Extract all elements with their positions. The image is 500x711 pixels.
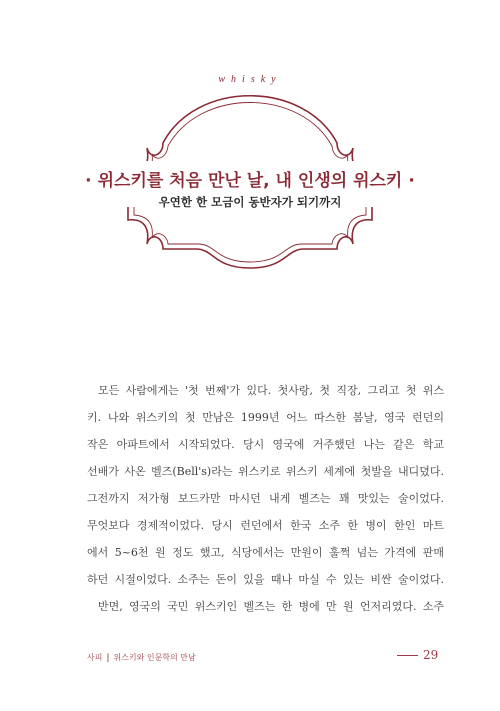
page-number-rule [397,655,418,656]
chapter-title-line [0,166,500,191]
page-number: 29 [423,648,439,662]
body-line: 하던 시절이었다. 소주는 돈이 있을 때나 마실 수 있는 비싼 술이었다. [87,573,444,586]
body-text [87,377,444,620]
running-footer [87,652,196,663]
body-line: 그전까지 저가형 보드카만 마시던 내게 벨즈는 꽤 맛있는 술이었다. [87,492,444,505]
footer-separator: | [106,652,110,662]
chapter-title: 위스키를 처음 만난 날, 내 인생의 위스키 [97,171,403,191]
chapter-subtitle: 우연한 한 모금이 동반자가 되기까지 [158,195,342,209]
body-line: 에서 5~6천 원 정도 했고, 식당에서는 만원이 훌쩍 넘는 가격에 판매 [87,546,444,559]
footer-section: 사피 [87,653,103,662]
body-line: 반면, 영국의 국민 위스키인 벨즈는 한 병에 만 원 언저리였다. 소주 [98,600,444,613]
page-number-block [397,648,438,662]
body-line: 작은 아파트에서 시작되었다. 당시 영국에 거주했던 나는 같은 학교 [87,438,444,451]
body-line: 모든 사람에게는 '첫 번째'가 있다. 첫사랑, 첫 직장, 그리고 첫 위스 [98,384,444,397]
footer-book-title: 위스키와 인문학의 만남 [113,653,196,662]
chapter-label: whisky [218,74,282,85]
body-line: 선배가 사온 벨즈(Bell's)라는 위스키로 위스키 세계에 첫발을 내디뎠다. [87,465,444,478]
title-dot-right: · [408,171,415,191]
title-dot-left: · [85,171,92,191]
body-line: 키. 나와 위스키의 첫 만남은 1999년 어느 따스한 봄날, 영국 런던의 [87,411,444,424]
body-line: 무엇보다 경제적이었다. 당시 런던에서 한국 소주 한 병이 한인 마트 [87,519,444,532]
